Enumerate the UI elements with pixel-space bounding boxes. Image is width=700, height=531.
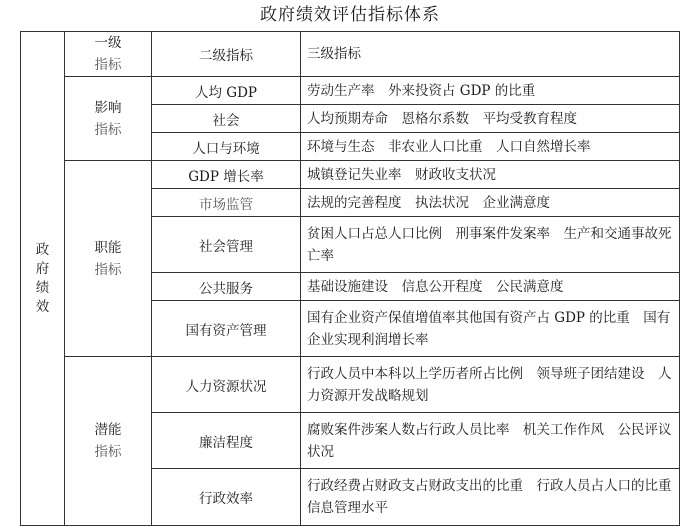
table-row [21,357,680,413]
level3-cell: 人均预期寿命 恩格尔系数 平均受教育程度 [301,105,680,133]
level3-cell: 行政人员中本科以上学历者所占比例 领导班子团结建设 人力资源开发战略规划 [301,357,680,413]
level2-cell: GDP 增长率 [152,161,301,189]
group-label-function: 职能 指标 [65,161,152,357]
level2-cell: 国有资产管理 [152,301,301,357]
header-row [21,32,680,77]
header-level1: 一级 指标 [65,32,152,77]
level2-cell: 公共服务 [152,273,301,301]
root-label: 政府绩效 [35,241,50,315]
level2-cell: 社会管理 [152,217,301,273]
group-label-potential: 潜能 指标 [65,357,152,526]
root-cell [21,32,65,526]
header-level3: 三级指标 [301,32,680,77]
level2-cell: 行政效率 [152,469,301,526]
level3-cell: 基础设施建设 信息公开程度 公民满意度 [301,273,680,301]
header-level2: 二级指标 [152,32,301,77]
table-row [21,161,680,189]
level3-cell: 劳动生产率 外来投资占 GDP 的比重 [301,77,680,105]
level2-cell: 社会 [152,105,301,133]
level2-cell: 人均 GDP [152,77,301,105]
level2-cell: 市场监管 [152,189,301,217]
table-row [21,77,680,105]
group-label-impact: 影响 指标 [65,77,152,161]
level3-cell: 腐败案件涉案人数占行政人员比率 机关工作作风 公民评议状况 [301,413,680,469]
level3-cell: 法规的完善程度 执法状况 企业满意度 [301,189,680,217]
table-title: 政府绩效评估指标体系 [260,5,440,25]
level3-cell: 城镇登记失业率 财政收支状况 [301,161,680,189]
level2-cell: 人口与环境 [152,133,301,161]
level3-cell: 环境与生态 非农业人口比重 人口自然增长率 [301,133,680,161]
indicator-table [20,31,685,526]
level3-cell: 国有企业资产保值增值率其他国有资产占 GDP 的比重 国有企业实现利润增长率 [301,301,680,357]
level3-cell: 贫困人口占总人口比例 刑事案件发案率 生产和交通事故死亡率 [301,217,680,273]
level2-cell: 廉洁程度 [152,413,301,469]
level3-cell: 行政经费占财政支占财政支出的比重 行政人员占人口的比重 信息管理水平 [301,469,680,526]
level2-cell: 人力资源状况 [152,357,301,413]
